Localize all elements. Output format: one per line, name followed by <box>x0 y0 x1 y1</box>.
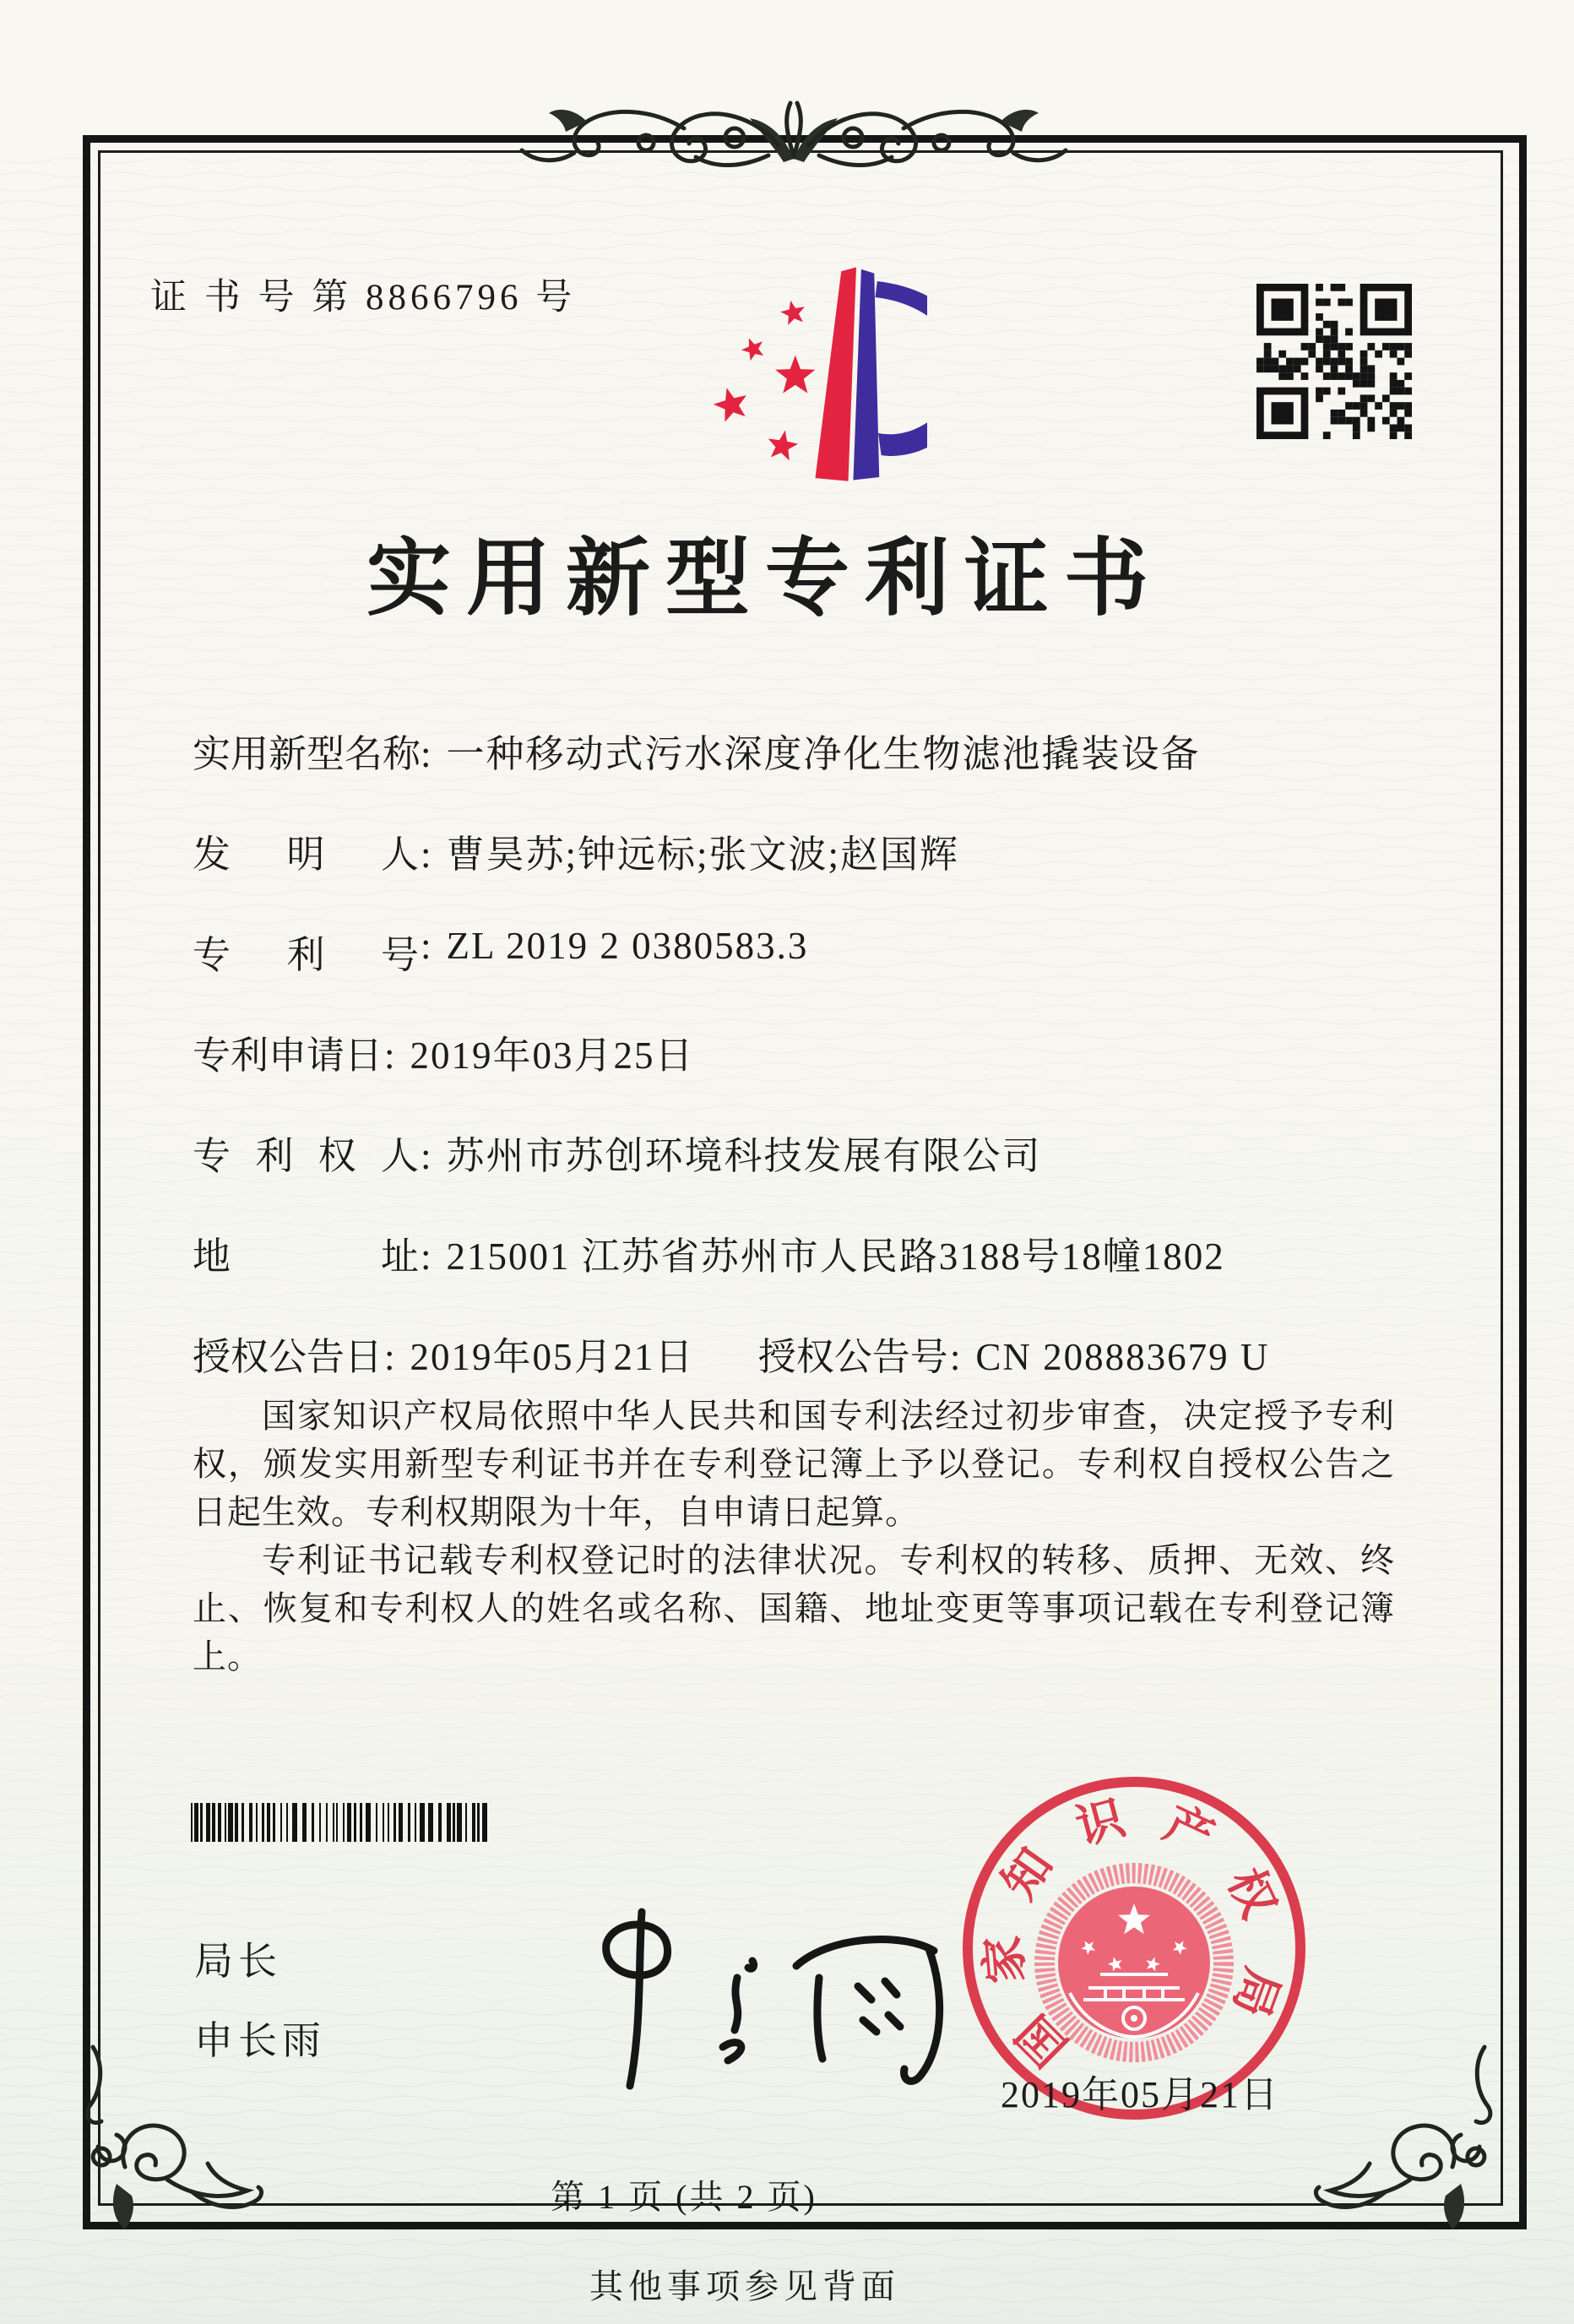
field-label: 地址 <box>193 1235 419 1278</box>
barcode <box>189 1802 488 1843</box>
field-row-filing-date <box>193 1024 1392 1125</box>
seal-date: 2019年05月21日 <box>1001 2074 1279 2115</box>
svg-text:国: 国 <box>1007 2004 1078 2075</box>
field-value: 215001 江苏省苏州市人民路3188号18幢1802 <box>446 1235 1225 1278</box>
director-signature <box>547 1883 969 2111</box>
field-label: 专利号 <box>193 934 419 976</box>
svg-text:局: 局 <box>1223 1961 1289 2024</box>
legal-paragraph-1: 国家知识产权局依照中华人民共和国专利法经过初步审查，决定授予专利权，颁发实用新型专利证书并在专利登记簿上予以登记。专利权自授权公告之日起生效。专利权期限为十年，自申请日起算。 <box>193 1397 1395 1531</box>
field-label: 实用新型名称 <box>193 733 421 775</box>
field-value: 苏州市苏创环境科技发展有限公司 <box>446 1135 1042 1177</box>
cnipa-logo-icon <box>665 243 927 493</box>
grant-date-value: 2019年05月21日 <box>410 1336 695 1378</box>
field-colon: : <box>421 733 431 775</box>
certificate-title: 实用新型专利证书 <box>366 532 1164 626</box>
field-row-inventors <box>193 823 1392 924</box>
legal-paragraph-2: 专利证书记载专利权登记时的法律状况。专利权的转移、质押、无效、终止、恢复和专利权人的姓名或名称、国籍、地址变更等事项记载在专利登记簿上。 <box>193 1541 1395 1675</box>
director-title: 局长 <box>194 1940 282 1983</box>
field-value: 2019年03月25日 <box>410 1034 695 1077</box>
field-colon: : <box>421 1135 431 1177</box>
back-side-note: 其他事项参见背面 <box>589 2267 900 2305</box>
qr-code-icon <box>1256 284 1412 439</box>
field-colon: : <box>421 925 431 967</box>
field-value: 曹昊苏;钟远标;张文波;赵国辉 <box>446 833 960 876</box>
field-colon: : <box>421 1235 431 1278</box>
director-block <box>194 1930 326 2066</box>
certificate-number: 证 书 号 第 8866796 号 <box>150 278 577 318</box>
grant-number-label: 授权公告号 <box>757 1336 948 1378</box>
field-colon: : <box>949 1336 961 1378</box>
field-colon: : <box>384 1336 395 1378</box>
svg-text:识: 识 <box>1071 1792 1131 1855</box>
field-value: ZL 2019 2 0380583.3 <box>446 925 809 967</box>
field-row-patentee <box>193 1125 1392 1225</box>
top-border-ornament-icon <box>515 73 1072 199</box>
bottom-right-corner-ornament-icon <box>1311 2040 1513 2243</box>
field-label: 专利申请日 <box>193 1034 383 1077</box>
field-list <box>193 723 1392 1426</box>
field-row-patent-number <box>193 924 1392 1024</box>
svg-text:产: 产 <box>1156 1797 1222 1865</box>
svg-text:权: 权 <box>1217 1860 1285 1926</box>
director-name: 申长雨 <box>194 2019 326 2062</box>
page-number: 第 1 页 (共 2 页) <box>551 2178 817 2216</box>
field-row-address <box>193 1225 1392 1326</box>
field-colon: : <box>421 833 431 876</box>
svg-text:知: 知 <box>993 1839 1064 1909</box>
national-emblem-icon <box>1045 1873 1224 2052</box>
bottom-left-corner-ornament-icon <box>64 2040 267 2243</box>
field-value: 一种移动式污水深度净化生物滤池撬装设备 <box>446 733 1201 775</box>
grant-date-label: 授权公告日 <box>193 1336 383 1378</box>
field-row-name <box>193 723 1392 823</box>
field-colon: : <box>384 1034 395 1077</box>
field-label: 专利权人 <box>193 1135 419 1177</box>
svg-text:家: 家 <box>977 1933 1034 1985</box>
legal-text <box>193 1392 1395 1681</box>
grant-number-value: CN 208883679 U <box>975 1336 1270 1378</box>
field-label: 发明人 <box>193 833 419 876</box>
